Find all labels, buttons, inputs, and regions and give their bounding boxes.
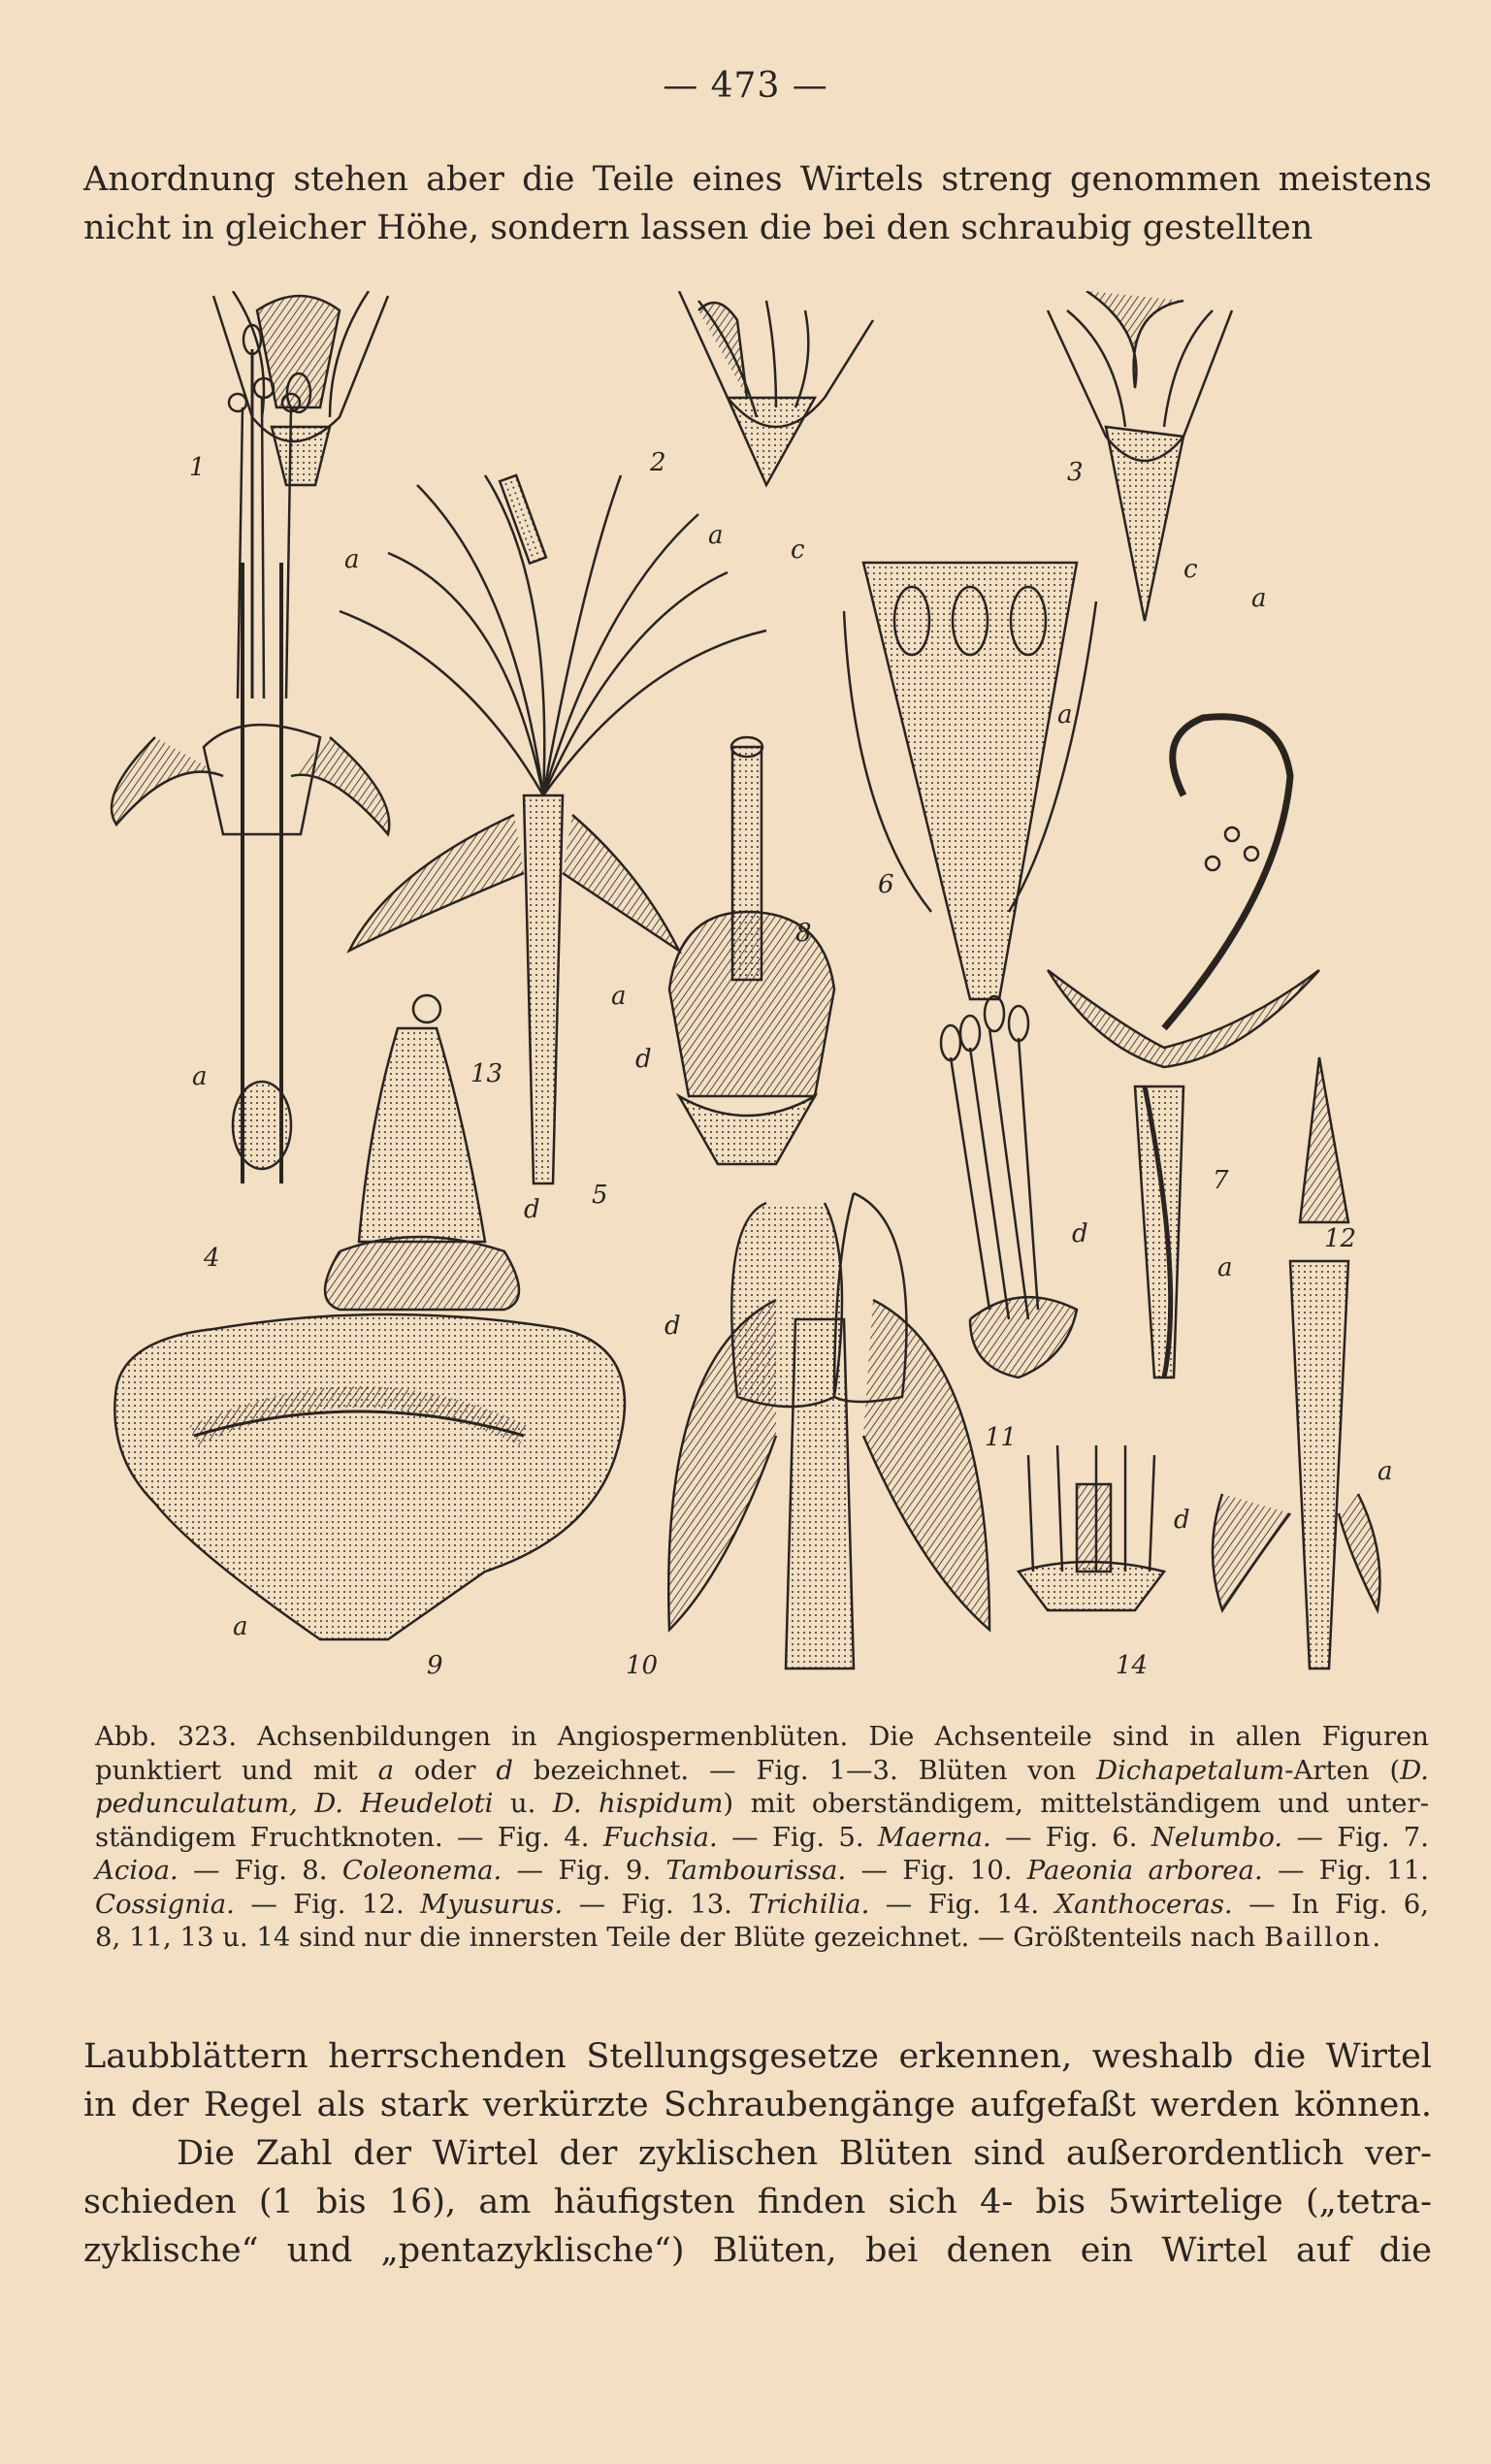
fig-11-drawing <box>941 996 1077 1378</box>
body-line: Laubblättern herrschenden Stellungsgesetze erkennen, weshalb die Wirtel <box>83 2037 1432 2076</box>
fig-9-drawing <box>114 1314 625 1639</box>
part-letter: c <box>791 535 805 565</box>
body-line: schieden (1 bis 16), am häufigsten finden sich 4- bis 5wirtelige („tetra- <box>83 2183 1432 2221</box>
intro-line: Anordnung stehen aber die Teile eines Wirtels streng genommen meistens <box>83 160 1432 199</box>
part-letter: d <box>524 1195 540 1224</box>
caption-line: 8, 11, 13 u. 14 sind nur die innersten Teile der Blüte gezeichnet. — Größtenteils nach Baillon. <box>95 1922 1383 1953</box>
figure-label: 10 <box>626 1651 659 1680</box>
body-line: in der Regel als stark verkürzte Schraubengänge aufgefaßt werden können. <box>83 2086 1432 2124</box>
fig-14-drawing <box>1019 1445 1164 1610</box>
figure-label: 8 <box>795 919 812 948</box>
figure-label: 7 <box>1213 1166 1229 1195</box>
part-letter: d <box>635 1045 652 1074</box>
body-line: Die Zahl der Wirtel der zyklischen Blüten sind außerordentlich ver- <box>177 2134 1432 2173</box>
caption-line: pedunculatum, D. Heudeloti u. D. hispidum) mit oberständigem, mittelständigem und unter- <box>95 1788 1429 1819</box>
caption-line: ständigem Fruchtknoten. — Fig. 4. Fuchsia. — Fig. 5. Maerna. — Fig. 6. Nelumbo. — Fig. 7. <box>95 1821 1429 1853</box>
figure-label: 12 <box>1324 1224 1357 1253</box>
figure-caption <box>95 1720 1429 1955</box>
body-line: zyklische“ und „pentazyklische“) Blüten, bei denen ein Wirtel auf die <box>83 2231 1432 2270</box>
part-letter: a <box>233 1612 248 1641</box>
part-letter: a <box>192 1062 208 1091</box>
part-letter: a <box>1217 1253 1233 1282</box>
fig-4-drawing <box>112 325 389 1183</box>
fig-10-drawing <box>668 1193 989 1669</box>
caption-line: Cossignia. — Fig. 12. Myusurus. — Fig. 13. Trichilia. — Fig. 14. Xanthoceras. — In Fig. 6, <box>95 1888 1430 1920</box>
intro-paragraph <box>83 155 1432 252</box>
part-letter: a <box>1378 1457 1393 1486</box>
fig-7-drawing <box>1048 717 1319 1378</box>
part-letter: d <box>664 1312 681 1341</box>
figure-label: 1 <box>189 453 206 482</box>
caption-line: Acioa. — Fig. 8. Coleonema. — Fig. 9. Tambourissa. — Fig. 10. Paeonia arborea. — Fig. 11. <box>95 1855 1429 1886</box>
part-letter: a <box>611 982 627 1011</box>
page-number: — 473 — <box>663 66 828 106</box>
intro-line: nicht in gleicher Höhe, sondern lassen die bei den schraubig gestellten <box>83 209 1313 247</box>
body-paragraph <box>83 2032 1432 2275</box>
part-letter: c <box>1183 555 1198 584</box>
botanical-figure <box>97 291 1397 1698</box>
figure-label: 3 <box>1067 458 1084 487</box>
figure-label: 4 <box>204 1244 220 1273</box>
fig-2-drawing <box>679 291 873 485</box>
part-letter: a <box>708 521 724 550</box>
figure-label: 9 <box>427 1651 443 1680</box>
fig-6-drawing <box>844 563 1096 999</box>
part-letter: a <box>1251 584 1267 613</box>
part-letter: d <box>1072 1219 1088 1248</box>
fig-13-drawing <box>325 995 519 1310</box>
part-letter: d <box>1174 1506 1190 1535</box>
figure-label: 6 <box>878 870 894 899</box>
figure-label: 14 <box>1116 1651 1149 1680</box>
figure-label: 5 <box>592 1181 608 1210</box>
fig-12-drawing <box>1213 1057 1380 1669</box>
caption-line: punktiert und mit a oder d bezeichnet. — Fig. 1—3. Blüten von Dichapetalum-Arten (D. <box>95 1754 1429 1786</box>
figure-label: 13 <box>470 1059 503 1088</box>
part-letter: a <box>344 545 360 574</box>
part-letter: a <box>1057 700 1073 729</box>
caption-line: Abb. 323. Achsenbildungen in Angiospermenblüten. Die Achsenteile sind in allen Figuren <box>95 1721 1429 1752</box>
figure-label: 11 <box>985 1423 1018 1452</box>
fig-1-drawing <box>213 291 388 485</box>
fig-8-drawing <box>669 737 834 1164</box>
figure-label: 2 <box>650 448 666 477</box>
